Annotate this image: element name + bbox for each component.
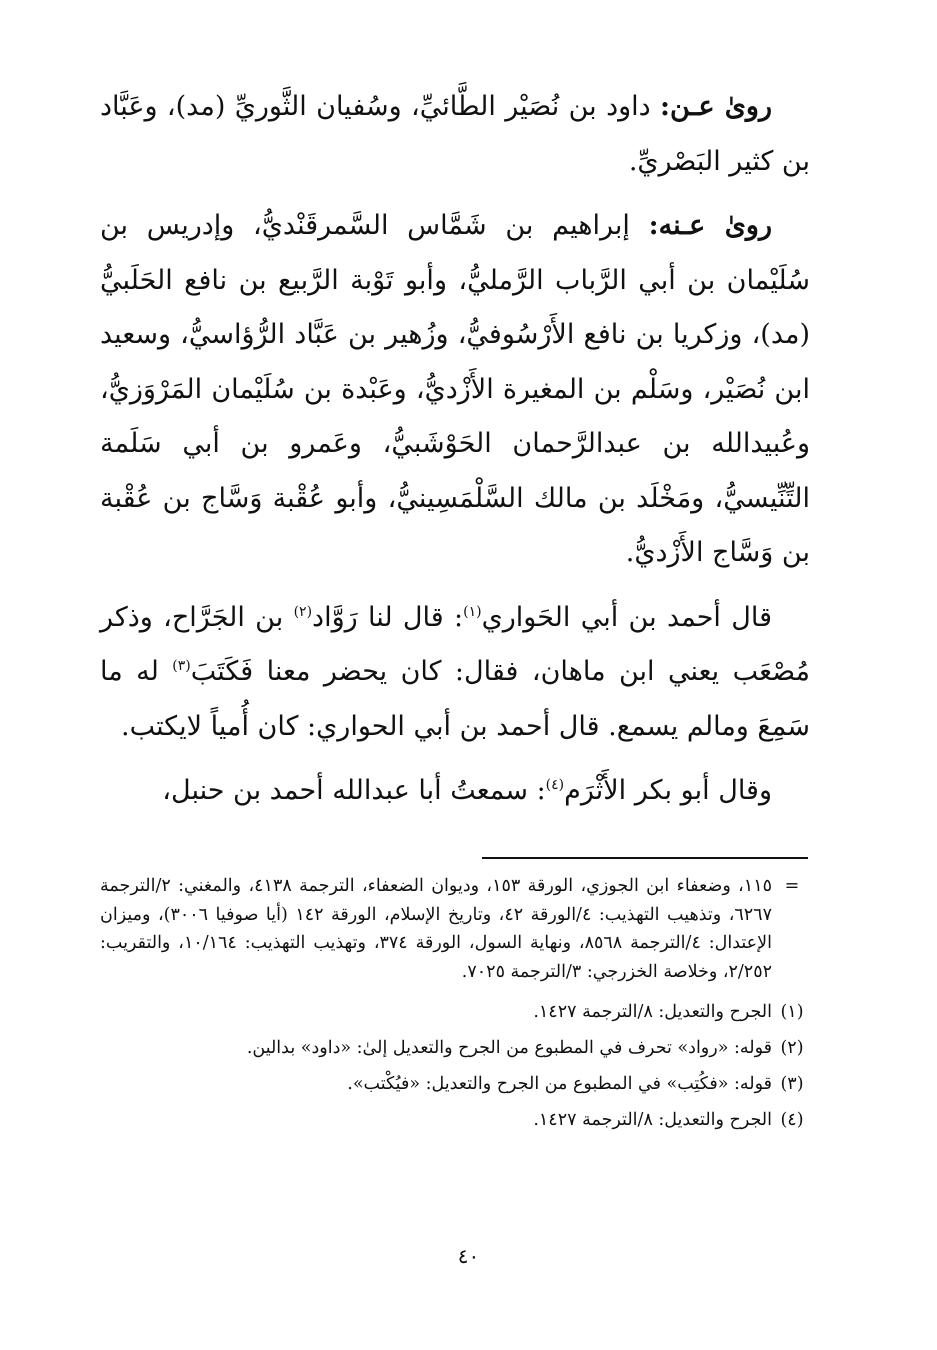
page-number: ٤٠ (457, 1244, 480, 1268)
narrated-by-text: إبراهيم بن شَمَّاس السَّمرقَنْديُّ، وإدريس بن سُلَيْمان بن أبي الرَّباب الرَّمليُّ، وأبو تَوْبة الرَّبيع بن نافع الحَلَبيُّ (مد)، وزكريا بن نافع الأَرْسُوفيُّ، وزُهير بن عَبَّاد الرُّؤاسيُّ، وسعيد ابن نُصَيْر، وسَلْم بن المغيرة الأَزْديُّ، وعَبْدة بن سُلَيْمان المَرْوَزيُّ، وعُبيدالله بن عبدالرَّحمان الحَوْشَبيُّ، وعَمرو بن أبي سَلَمة التِّنِّيسيُّ، ومَخْلَد بن مالك السَّلْمَسِينيُّ، وأبو عُقْبة وَسَّاج بن عُقْبة بن وَسَّاج الأَزْديُّ. (100, 210, 810, 568)
footnote-number: (٤) (780, 1110, 804, 1130)
footnotes (100, 872, 812, 1138)
quote-text-2: : قال لنا رَوَّاد (312, 601, 464, 633)
footnote-number: (٣) (780, 1074, 804, 1094)
footnote-separator (482, 857, 808, 859)
footnote-ref-1[interactable]: (١) (463, 603, 482, 620)
athram-text-2: : سمعتُ أبا عبدالله أحمد بن حنبل، (162, 775, 546, 806)
paragraph-narrated-from (100, 80, 810, 189)
footnote-text: الجرح والتعديل: ٨/الترجمة ١٤٢٧. (533, 1002, 772, 1022)
footnote-continuation (100, 872, 812, 986)
paragraph-narrated-by (100, 199, 810, 581)
lead-narrated-from: روىٰ عـن: (660, 91, 773, 122)
footnote-text: الجرح والتعديل: ٨/الترجمة ١٤٢٧. (533, 1110, 772, 1130)
footnote-text: قوله: «رواد» تحرف في المطبوع من الجرح والتعديل إلىٰ: «داود» بدالين. (246, 1038, 772, 1058)
lead-narrated-by: روىٰ عـنه: (648, 210, 772, 241)
continuation-marker: = (784, 876, 800, 896)
main-text (100, 80, 810, 829)
footnote-3 (100, 1066, 812, 1102)
footnote-number: (١) (780, 1002, 804, 1022)
footnote-ref-4[interactable]: (٤) (545, 777, 565, 793)
footnote-number: (٢) (780, 1038, 804, 1058)
paragraph-ahmad-quote (100, 591, 810, 755)
footnote-ref-3[interactable]: (٣) (172, 658, 191, 674)
footnote-1 (100, 994, 812, 1030)
quote-text-4: له ما سَمِعَ ومالم يسمع. قال أحمد بن أبي الحواري: كان أُمياً لايكتب. (100, 656, 810, 742)
continuation-text: ١١٥، وضعفاء ابن الجوزي، الورقة ١٥٣، وديوان الضعفاء، الترجمة ٤١٣٨، والمغني: ٢/الترجمة ٦٢٦٧، وتذهيب التهذيب: ٤/الورقة ٤٢، وتاريخ الإسلام، الورقة ١٤٢ (أيا صوفيا ٣٠٠٦)، وميزان الإعتدال: ٤/الترجمة ٨٥٦٨، ونهاية السول، الورقة ٣٧٤، وتهذيب التهذيب: ١٠/١٦٤، والتقريب: ٢/٢٥٢، وخلاصة الخزرجي: ٣/الترجمة ٧٠٢٥. (100, 876, 772, 982)
quote-text-1: قال أحمد بن أبي الحَواري (481, 601, 772, 633)
athram-text-1: وقال أبو بكر الأَثْرَم (564, 775, 772, 806)
footnote-2 (100, 1030, 812, 1066)
footnote-ref-2[interactable]: (٢) (293, 603, 313, 620)
paragraph-athram-quote (100, 764, 810, 819)
footnote-4 (100, 1102, 812, 1138)
narrated-from-text: داود بن نُصَيْر الطَّائيِّ، وسُفيان الثَّوريِّ (مد)، وعَبَّاد بن كثير البَصْريِّ. (100, 91, 810, 177)
footnote-text: قوله: «فكُتِب» في المطبوع من الجرح والتعديل: «فيُكْتب». (347, 1074, 772, 1094)
quote-text-3: بن الجَرَّاح، وذكر مُصْعَب يعني ابن ماهان، فقال: كان يحضر معنا فَكَتَبَ (100, 601, 810, 687)
